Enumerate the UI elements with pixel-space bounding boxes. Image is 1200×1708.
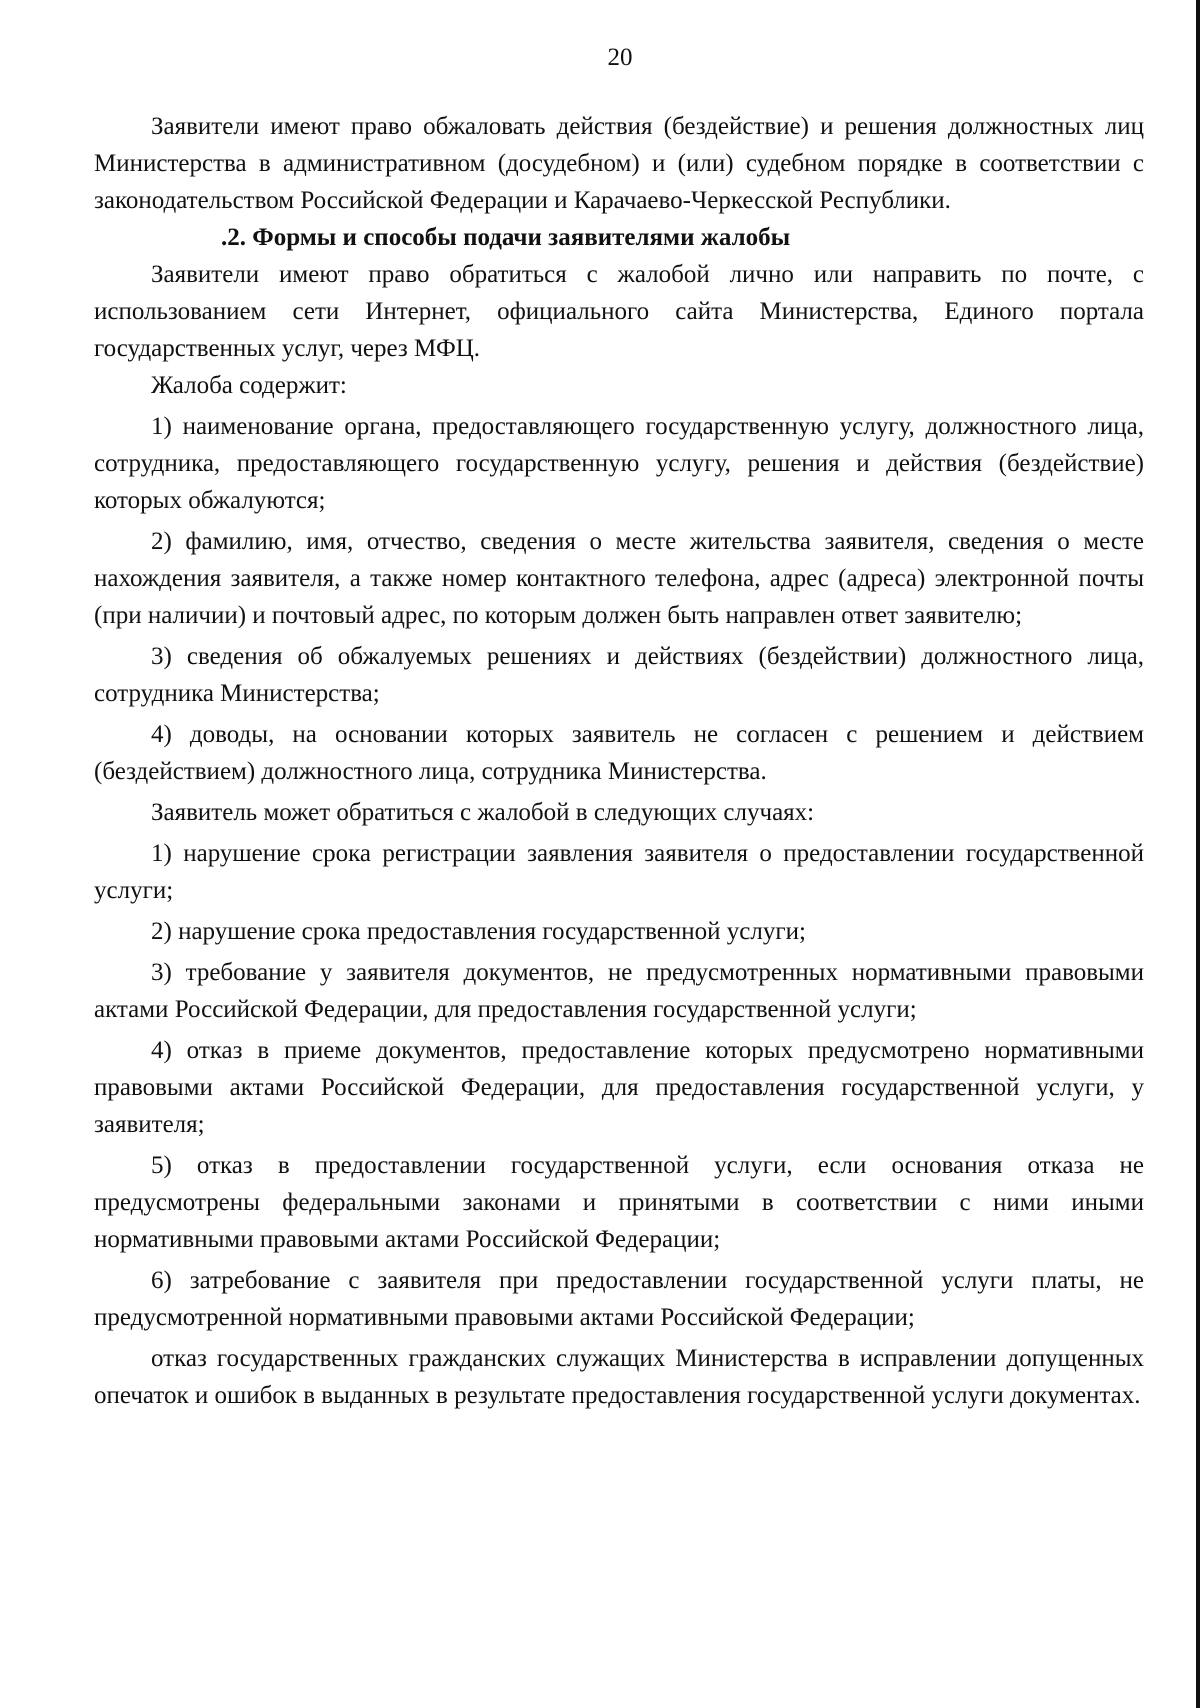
complaint-contents-intro: Жалоба содержит:: [151, 372, 347, 399]
cases-intro: Заявитель может обратиться с жалобой в следующих случаях:: [151, 799, 815, 826]
section-heading: .2. Формы и способы подачи заявителями жалобы: [221, 224, 791, 251]
document-body: [94, 108, 1144, 1418]
intro-paragraph: Заявители имеют право обжаловать действия (бездействие) и решения должностных лиц Министерства в административном (досудебном) и (или) судебном порядке в соответствии с законодательством Российской Федерации и Карачаево-Черкесской Республики.: [94, 113, 1144, 214]
case-item-7: отказ государственных гражданских служащих Министерства в исправлении допущенных опечаток и ошибок в выданных в результате предоставления государственной услуги документах.: [94, 1345, 1144, 1409]
case-item-1: 1) нарушение срока регистрации заявления заявителя о предоставлении государственной услуги;: [94, 840, 1144, 904]
case-item-6: 6) затребование с заявителя при предоставлении государственной услуги платы, не предусмотренной нормативными правовыми актами Российской Федерации;: [94, 1267, 1144, 1331]
complaint-item-3: 3) сведения об обжалуемых решениях и действиях (бездействии) должностного лица, сотрудника Министерства;: [94, 643, 1144, 707]
case-item-3: 3) требование у заявителя документов, не предусмотренных нормативными правовыми актами Российской Федерации, для предоставления государственной услуги;: [94, 959, 1144, 1023]
submission-paragraph: Заявители имеют право обратиться с жалобой лично или направить по почте, с использованием сети Интернет, официального сайта Министерства, Единого портала государственных услуг, через МФЦ.: [94, 261, 1144, 362]
case-item-2: 2) нарушение срока предоставления государственной услуги;: [151, 918, 806, 945]
complaint-item-2: 2) фамилию, имя, отчество, сведения о месте жительства заявителя, сведения о месте нахождения заявителя, а также номер контактного телефона, адрес (адреса) электронной почты (при наличии) и почтовый адрес, по которым должен быть направлен ответ заявителю;: [94, 528, 1144, 629]
complaint-item-4: 4) доводы, на основании которых заявитель не согласен с решением и действием (бездействием) должностного лица, сотрудника Министерства.: [94, 721, 1144, 785]
complaint-item-1: 1) наименование органа, предоставляющего государственную услугу, должностного лица, сотрудника, предоставляющего государственную услугу, решения и действия (бездействие) которых обжалуются;: [94, 413, 1144, 514]
case-item-5: 5) отказ в предоставлении государственной услуги, если основания отказа не предусмотрены федеральными законами и принятыми в соответствии с ними иными нормативными правовыми актами Российской Федерации;: [94, 1152, 1144, 1253]
scan-edge-border: [1196, 0, 1200, 1708]
page-number: 20: [607, 44, 633, 71]
case-item-4: 4) отказ в приеме документов, предоставление которых предусмотрено нормативными правовыми актами Российской Федерации, для предоставления государственной услуги, у заявителя;: [94, 1037, 1144, 1138]
